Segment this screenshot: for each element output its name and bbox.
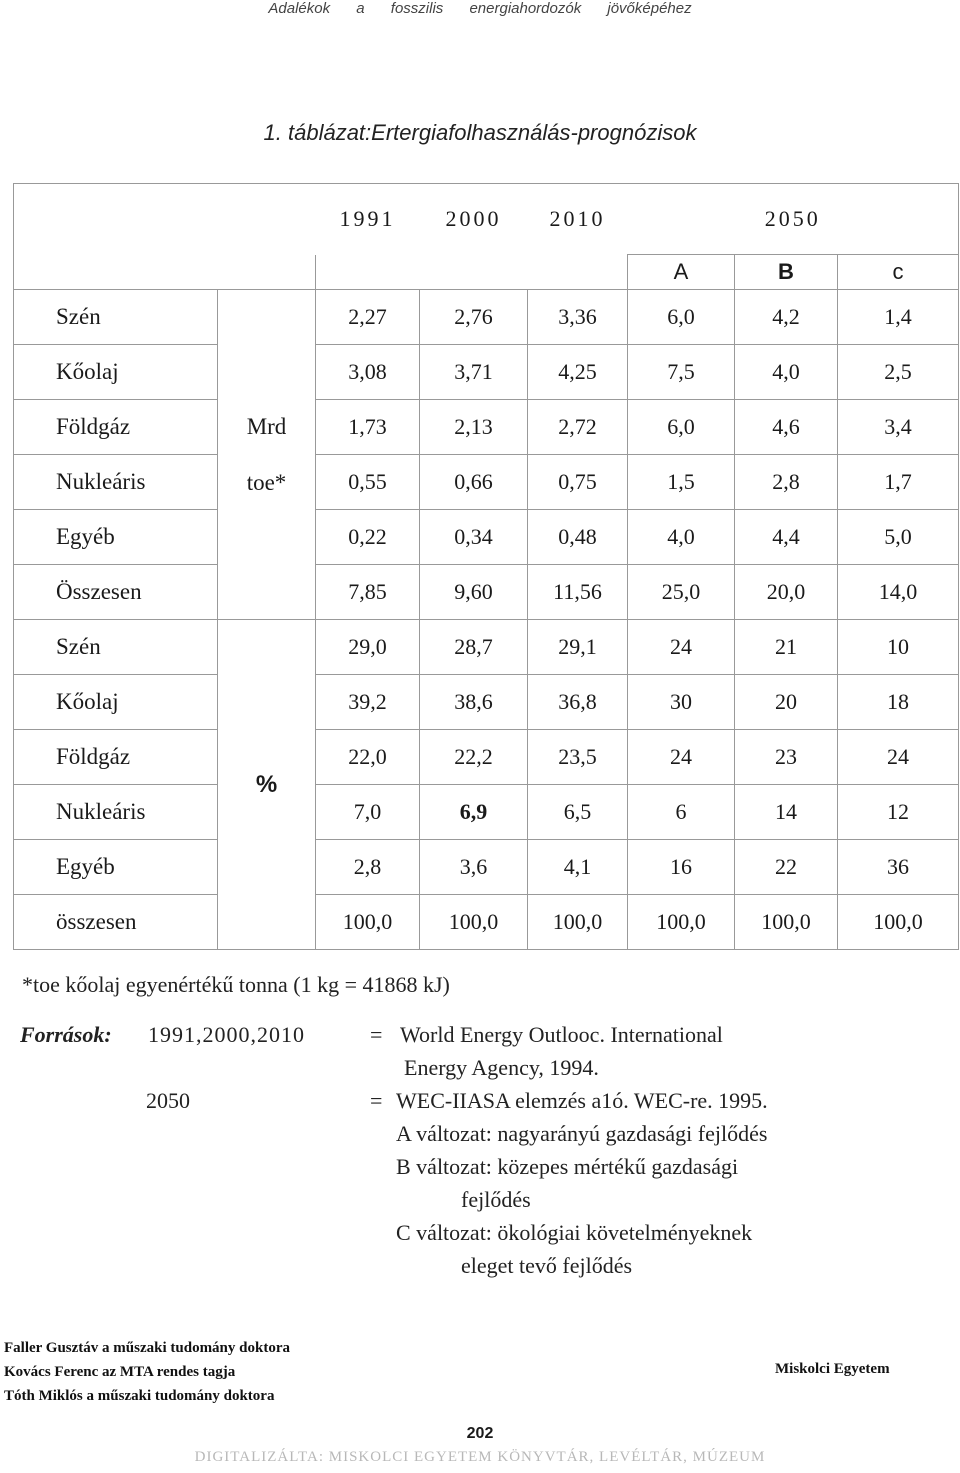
sources-block xyxy=(20,1018,940,1288)
table-cell: 2,76 xyxy=(420,290,528,345)
sources-key-2050: 2050 xyxy=(146,1088,190,1113)
table-cell: 4,4 xyxy=(735,510,838,565)
row-label: Földgáz xyxy=(14,400,218,455)
table-cell: 3,08 xyxy=(316,345,420,400)
table-cell: 4,1 xyxy=(528,840,628,895)
table-cell: 2,13 xyxy=(420,400,528,455)
sources-text-2b: A változat: nagyarányú gazdasági fejlődés xyxy=(396,1121,768,1146)
unit-mrd-toe xyxy=(218,290,316,620)
digitized-footer: DIGITALIZÁLTA: MISKOLCI EGYETEM KÖNYVTÁR, LEVÉLTÁR, MÚZEUM xyxy=(194,1449,766,1465)
energy-forecast-table xyxy=(13,183,959,950)
table-cell: 100,0 xyxy=(420,895,528,950)
sources-label: Források: xyxy=(20,1022,112,1047)
unit-toe: toe* xyxy=(246,469,287,495)
table-cell: 23 xyxy=(735,730,838,785)
table-cell: 0,55 xyxy=(316,455,420,510)
year-2000: 2000 xyxy=(420,184,528,255)
table-cell: 11,56 xyxy=(528,565,628,620)
table-cell: 7,5 xyxy=(628,345,735,400)
table-cell: 9,60 xyxy=(420,565,528,620)
mrd-toe-section xyxy=(14,290,959,620)
table-cell: 4,0 xyxy=(735,345,838,400)
table-cell: 0,48 xyxy=(528,510,628,565)
row-label: Kőolaj xyxy=(14,345,218,400)
row-label: Nukleáris xyxy=(14,455,218,510)
table-row xyxy=(14,345,959,400)
author-line: Faller Gusztáv a műszaki tudomány doktora xyxy=(4,1340,290,1356)
sources-text-2e: C változat: ökológiai követelményeknek xyxy=(396,1220,753,1245)
table-row xyxy=(14,675,959,730)
table-cell: 100,0 xyxy=(528,895,628,950)
row-label: Nukleáris xyxy=(14,785,218,840)
variant-empty-cell xyxy=(14,255,316,290)
table-cell: 1,7 xyxy=(838,455,959,510)
table-cell: 24 xyxy=(628,730,735,785)
table-cell: 23,5 xyxy=(528,730,628,785)
sources-key-1991-2010: 1991,2000,2010 xyxy=(148,1022,305,1047)
table-cell: 29,0 xyxy=(316,620,420,675)
sources-text-2f: eleget tevő fejlődés xyxy=(461,1253,633,1278)
table-cell: 22,0 xyxy=(316,730,420,785)
table-row xyxy=(14,840,959,895)
table-row xyxy=(14,620,959,675)
table-cell: 18 xyxy=(838,675,959,730)
table-cell: 24 xyxy=(838,730,959,785)
table-cell: 2,8 xyxy=(316,840,420,895)
row-label: Földgáz xyxy=(14,730,218,785)
year-2010: 2010 xyxy=(528,184,628,255)
table-cell: 100,0 xyxy=(316,895,420,950)
page-number: 202 xyxy=(466,1425,494,1442)
percent-section xyxy=(14,620,959,950)
year-2050: 2050 xyxy=(628,184,959,255)
variant-empty-cell xyxy=(316,255,628,290)
table-cell: 36,8 xyxy=(528,675,628,730)
table-cell: 14 xyxy=(735,785,838,840)
table-cell: 3,36 xyxy=(528,290,628,345)
header-empty-cell xyxy=(14,184,316,255)
table-cell: 1,4 xyxy=(838,290,959,345)
university-name: Miskolci Egyetem xyxy=(775,1361,890,1377)
year-1991: 1991 xyxy=(316,184,420,255)
table-row xyxy=(14,290,959,345)
table-cell: 20,0 xyxy=(735,565,838,620)
variant-a: A xyxy=(628,255,735,290)
table-row xyxy=(14,455,959,510)
table-row xyxy=(14,730,959,785)
table-cell: 2,72 xyxy=(528,400,628,455)
table-cell: 21 xyxy=(735,620,838,675)
table-cell: 7,85 xyxy=(316,565,420,620)
author-line: Kovács Ferenc az MTA rendes tagja xyxy=(4,1364,236,1380)
table-cell: 7,0 xyxy=(316,785,420,840)
variant-b: B xyxy=(735,255,838,290)
table-cell: 2,8 xyxy=(735,455,838,510)
table-cell: 0,22 xyxy=(316,510,420,565)
table-row xyxy=(14,895,959,950)
year-header-row xyxy=(14,184,959,255)
table-cell: 0,66 xyxy=(420,455,528,510)
table-cell: 0,75 xyxy=(528,455,628,510)
table-cell: 4,2 xyxy=(735,290,838,345)
variant-c: c xyxy=(838,255,959,290)
table-cell: 100,0 xyxy=(735,895,838,950)
table-title: 1. táblázat:Ertergiafolhasználás-prognózisok xyxy=(263,120,697,145)
row-label: Összesen xyxy=(14,565,218,620)
table-cell: 22 xyxy=(735,840,838,895)
table-cell: 24 xyxy=(628,620,735,675)
table-cell: 4,25 xyxy=(528,345,628,400)
table-cell: 6,0 xyxy=(628,290,735,345)
table-row xyxy=(14,785,959,840)
table-cell: 14,0 xyxy=(838,565,959,620)
table-cell: 22,2 xyxy=(420,730,528,785)
table-cell: 3,4 xyxy=(838,400,959,455)
sources-equals: = xyxy=(370,1022,383,1047)
table-cell: 30 xyxy=(628,675,735,730)
table-cell: 4,0 xyxy=(628,510,735,565)
table-cell: 6 xyxy=(628,785,735,840)
running-head: Adalékok a fosszilis energiahordozók jövőképéhez xyxy=(268,0,692,17)
row-label: Egyéb xyxy=(14,510,218,565)
sources-text-1b: Energy Agency, 1994. xyxy=(404,1055,599,1080)
table-cell: 100,0 xyxy=(838,895,959,950)
table-cell: 6,9 xyxy=(420,785,528,840)
author-line: Tóth Miklós a műszaki tudomány doktora xyxy=(4,1388,275,1404)
table-cell: 1,5 xyxy=(628,455,735,510)
table-cell: 3,6 xyxy=(420,840,528,895)
table-cell: 10 xyxy=(838,620,959,675)
table-cell: 6,5 xyxy=(528,785,628,840)
table-row xyxy=(14,565,959,620)
unit-mrd: Mrd xyxy=(246,413,287,439)
table-cell: 20 xyxy=(735,675,838,730)
variant-header-row xyxy=(14,255,959,290)
table-cell: 16 xyxy=(628,840,735,895)
table-cell: 25,0 xyxy=(628,565,735,620)
unit-percent: % xyxy=(218,620,316,950)
table-cell: 2,5 xyxy=(838,345,959,400)
row-label: Szén xyxy=(14,620,218,675)
table-cell: 2,27 xyxy=(316,290,420,345)
table-row xyxy=(14,510,959,565)
table-cell: 5,0 xyxy=(838,510,959,565)
authors-block xyxy=(4,1336,290,1408)
table-cell: 29,1 xyxy=(528,620,628,675)
table-cell: 38,6 xyxy=(420,675,528,730)
sources-equals: = xyxy=(370,1088,383,1113)
row-label: Kőolaj xyxy=(14,675,218,730)
sources-text-1a: World Energy Outlooc. International xyxy=(400,1022,723,1047)
table-cell: 6,0 xyxy=(628,400,735,455)
row-label: Szén xyxy=(14,290,218,345)
row-label: Egyéb xyxy=(14,840,218,895)
table-cell: 3,71 xyxy=(420,345,528,400)
table-cell: 1,73 xyxy=(316,400,420,455)
table-cell: 4,6 xyxy=(735,400,838,455)
table-cell: 12 xyxy=(838,785,959,840)
table-cell: 100,0 xyxy=(628,895,735,950)
sources-text-2a: WEC-IIASA elemzés a1ó. WEC-re. 1995. xyxy=(396,1088,768,1113)
row-label: összesen xyxy=(14,895,218,950)
table-cell: 36 xyxy=(838,840,959,895)
table-row xyxy=(14,400,959,455)
table-cell: 39,2 xyxy=(316,675,420,730)
table-cell: 28,7 xyxy=(420,620,528,675)
sources-text-2d: fejlődés xyxy=(461,1187,531,1212)
sources-text-2c: B változat: közepes mértékű gazdasági xyxy=(396,1154,739,1179)
footnote: *toe kőolaj egyenértékű tonna (1 kg = 41868 kJ) xyxy=(22,972,450,997)
table-cell: 0,34 xyxy=(420,510,528,565)
